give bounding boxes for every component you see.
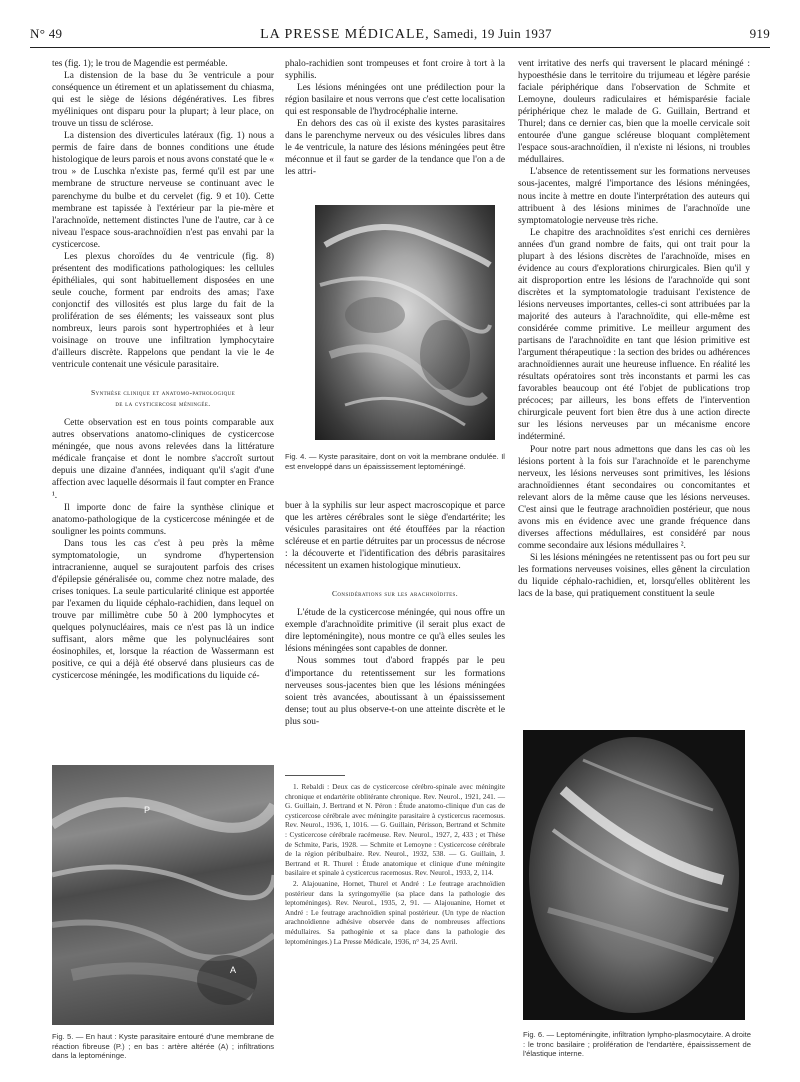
paragraph: tes (fig. 1); le trou de Magendie est perméable.: [52, 59, 228, 69]
paragraph: Si les lésions méningées ne retentissent pas ou fort peu sur les formations nerveuses voisines, elles gênent la circulation du liquide céphalo-rachidien, et, lorsqu'elles oblitèrent les lacs de la base, qui pratiquement constituent la seule: [518, 552, 750, 600]
paragraph: L'absence de retentissement sur les formations nerveuses sous-jacentes, malgré l'importance des lésions méningées, nous incite à mettre en doute l'interprétation des auteurs qui attribuent à des lésions minimes de l'arachnoïde une symptomatologie nerveuse très riche.: [518, 167, 750, 226]
figure-5-caption: Fig. 5. — En haut : Kyste parasitaire entouré d'une membrane de réaction fibreuse (P.) ; en bas : artère altérée (A) ; infiltrations dans la leptoméninge.: [52, 1032, 274, 1061]
column-left: [52, 58, 274, 682]
paragraph: phalo-rachidien sont trompeuses et font croire à tort à la syphilis.: [285, 59, 505, 82]
footnotes: [285, 775, 505, 947]
section-heading: Considérations sur les arachnoïdites.: [331, 589, 459, 599]
section-heading-line-2: de la cysticercose méningée.: [115, 399, 211, 409]
section-heading: [52, 387, 274, 409]
page-number: 919: [749, 26, 770, 41]
paragraph: Pour notre part nous admettons que dans les cas où les lésions portent à la fois sur l'arachnoïde et le parenchyme nerveux, les lésions nerveuses sont primitives, les lésions arachnoïdiennes étant secondaires ou concomitantes et relevant alors de la même cause que les lésions nerveuses. C'est ainsi que le feutrage arachnoïdien postérieur, que nous avons mis en évidence avec une grande fréquence dans diverses affections médullaires, est considéré par nous comme secondaire aux lésions médullaires ².: [518, 444, 750, 551]
paragraph: Les lésions méningées ont une prédilection pour la région basilaire et nous verrons que c'est cette localisation qui est responsable de l'hydrocéphalie interne.: [285, 83, 505, 118]
figure-6-micrograph: [523, 730, 745, 1020]
column-middle: [285, 58, 505, 178]
figure-6-texture: [523, 730, 745, 1020]
figure-5-label-a: A: [230, 965, 237, 975]
paragraph: Il importe donc de faire la synthèse clinique et anatomo-pathologique de la cysticercose méningée et de souligner les points communs.: [52, 502, 274, 537]
paragraph: Nous sommes tout d'abord frappés par le peu d'importance du retentissement sur les formations nerveuses sous-jacentes bien que les lésions méningées soient très avancées, aboutissant à un épaississement dense; tout au plus observe-t-on une atteinte discrète et le plus sou-: [285, 656, 505, 727]
paragraph: La distension des diverticules latéraux (fig. 1) nous a permis de faire dans de bonnes conditions une étude histologique de leurs parois et nous avons constaté que le « trou » de Luschka n'existe pas, fermé qu'il est par une membrane de structure nerveuse se continuant avec le parenchyme du bulbe et du cervelet (fig. 9 et 10). Cette membrane est tapissée à l'extérieur par la pie-mère et l'arachnoïde, nettement distinctes l'une de l'autre, car à ce niveau l'espace sous-arachnoïdien n'est pas envahi par la cysticercose.: [52, 131, 274, 250]
column-right: [518, 58, 750, 600]
footnote-rule: [285, 775, 345, 776]
paragraph: buer à la syphilis sur leur aspect macroscopique et parce que les artères cérébrales sont le siège d'endartérite; les vésicules parasitaires ont été étouffées par la réaction scléreuse et en partie détruites par un processus de nécrose : la découverte et l'identification des débris parasitaires nécessitent un examen histologique minutieux.: [285, 501, 505, 572]
paragraph: La distension de la base du 3e ventricule a pour conséquence un étirement et un aplatissement du chiasma, qui est le siège de lésions dégénératives. Les fibres myéliniques ont disparu pour la plupart; à leur place, on trouve un tissu de sclérose.: [52, 71, 274, 130]
figure-5-micrograph: [52, 765, 274, 1025]
footnote-2: 2. Alajouanine, Hornet, Thurel et André : Le feutrage arachnoïdien postérieur dans la syringomyélie (sa place dans la pathologie des leptoméninges). Rev. Neurol., 1935, 2, 91. — Alajouanine, Hornet et André : Le feutrage arachnoïdien spinal postérieur. (Un type de réaction arachnoïdienne adhésive observée dans de nombreuses affections médullaires. Sa pathogénie et sa place dans la pathologie des leptoméninges.) La Presse Médicale, 1936, n° 34, 25 Avril.: [285, 878, 505, 946]
issue-date: Samedi, 19 Juin 1937: [433, 26, 552, 41]
figure-6-caption: Fig. 6. — Leptoméningite, infiltration lympho-plasmocytaire. A droite : le tronc basilaire ; prolifération de l'endartère, épaississement de l'élastique interne.: [523, 1030, 751, 1059]
section-heading-line-1: Synthèse clinique et anatomo-pathologique: [90, 388, 236, 398]
paragraph: Les plexus choroïdes du 4e ventricule (fig. 8) présentent des modifications pathologiques: les cellules épithéliales, qui sont habituellement disposées en une seule couche, forment par endroits des amas; l'axe conjonctif des villosités est plus large du fait de la prolifération de ses éléments; les vaisseaux sont plus nombreux, leurs parois sont hypertrophiées et à leur voisinage on trouve une infiltration lymphocytaire d'ailleurs discrète. Rappelons que pendant la vie le 4e ventricule contenait une vésicule parasitaire.: [52, 251, 274, 371]
figure-4-caption: Fig. 4. — Kyste parasitaire, dont on voit la membrane ondulée. Il est enveloppé dans un épaississement leptoméningé.: [285, 452, 505, 471]
figure-4-micrograph: [315, 205, 495, 440]
paragraph: L'étude de la cysticercose méningée, qui nous offre un exemple d'arachnoïdite primitive (il serait plus exact de dire leptoméningite), nous montre ce qu'à elles seules les lésions méningées sont capables de donner.: [285, 608, 505, 655]
figure-5-label-p: P: [144, 805, 151, 815]
paragraph: vent irritative des nerfs qui traversent le placard méningé : hypoesthésie dans le territoire du trijumeau et légère parésie faciale périphérique dans l'observation de Schmite et Lemoyne, douleurs radiculaires et hémisparésie faciale périphérique chez le malade de G. Guillain, Bertrand et Thurel; dans ce dernier cas, bien que la moelle cervicale soit entourée d'une gangue scléreuse bloquant complètement l'espace sous-arachnoïdien, il n'existe ni lésions, ni troubles médullaires.: [518, 59, 750, 166]
paragraph: Dans tous les cas c'est à peu près la même symptomatologie, un syndrome d'hypertension intracranienne, auquel se surajoutent parfois des crises d'épilepsie généralisée ou, comme chez notre malade, des crises toniques. La seule particularité clinique est apportée par l'examen du liquide céphalo-rachidien, dans lequel on trouve par millimètre cube 50 à 200 lymphocytes et quelques polynucléaires, mais ce n'est pas là un indice suffisant, alors même que les polynucléaires sont éosinophiles, et, lorsque la réaction de Wassermann est positive, ce qui a déjà été observé dans plusieurs cas de cysticercose méningée, les modifications du liquide cé-: [52, 538, 274, 682]
figure-5-texture: [52, 765, 274, 1025]
figure-4-texture: [315, 205, 495, 440]
journal-title-line: [260, 26, 552, 43]
column-middle-continued: [285, 500, 505, 728]
header-rule: [30, 47, 770, 48]
paragraph: Le chapitre des arachnoïdites s'est enrichi ces dernières années d'un grand nombre de faits, qui ont trait pour la plupart à des lésions discrètes de l'arachnoïde, mises en évidence au cours d'explorations chirurgicales. Bien qu'il y ait disproportion entre les lésions de l'arachnoïde qui sont discrètes et la symptomatologie traduisant l'existence de lésions nerveuses importantes, celles-ci sont attribuées par la majorité des auteurs à l'arachnoïdite, qui elle-même est considérée comme primitive. Le meilleur argument des partisans de l'arachnoïdite en tant que lésion primitive est l'argument thérapeutique : la section des brides ou adhérences arachnoïdiennes aurait une heureuse influence. En réalité les résultats opératoires sont très inconstants et parmi les cas favorables beaucoup ont été l'objet de publications trop précoces; par ailleurs, les bons effets de l'intervention chirurgicale peuvent fort bien être dus à une action directe sur les lésions nerveuses par un mécanisme encore indéterminé.: [518, 227, 750, 443]
paragraph: Cette observation est en tous points comparable aux autres observations anatomo-cliniques de cysticercose méningée, que nous avons relevées dans la littérature médicale française et dont le nombre s'accroît surtout depuis une dizaine d'années, indiquant qu'il s'agit d'une affection avec laquelle désormais il faut compter en France ¹.: [52, 418, 274, 501]
paragraph: En dehors des cas où il existe des kystes parasitaires dans le parenchyme nerveux ou des vésicules libres dans le 4e ventricule, la nature des lésions méningées peut être méconnue et il faut se garder de la tendance que l'on a de les attri-: [285, 119, 505, 178]
issue-number: N° 49: [30, 26, 63, 41]
footnote-1: 1. Rebaldi : Deux cas de cysticercose cérébro-spinale avec méningite chronique et endartérite oblitérante chronique. Rev. Neurol., 1921, 241. — G. Guillain, J. Bertrand et N. Péron : Étude anatomo-clinique d'un cas de cysticercose cérébrale avec méningite parasitaire à cysticercus racemosus. Rev. Neurol., 1936, 1, 1016. — G. Guillain, Périsson, Bertrand et Schmite : Cysticercose cérébrale racémeuse. Rev. Neurol., 1927, 2, 433 ; et Thèse de Schmite, Paris, 1928. — Schmite et Lemoyne : Cysticercose cérébrale de la région péribulbaire. Rev. Neurol., 1932, 538. — G. Guillain, J. Bertrand et R. Thurel : Étude anatomique et clinique d'une méningite basilaire et spinale à cysticercus racemosus. Rev. Neurol., 1933, 2, 114.: [285, 782, 505, 878]
journal-title: LA PRESSE MÉDICALE,: [260, 27, 430, 42]
